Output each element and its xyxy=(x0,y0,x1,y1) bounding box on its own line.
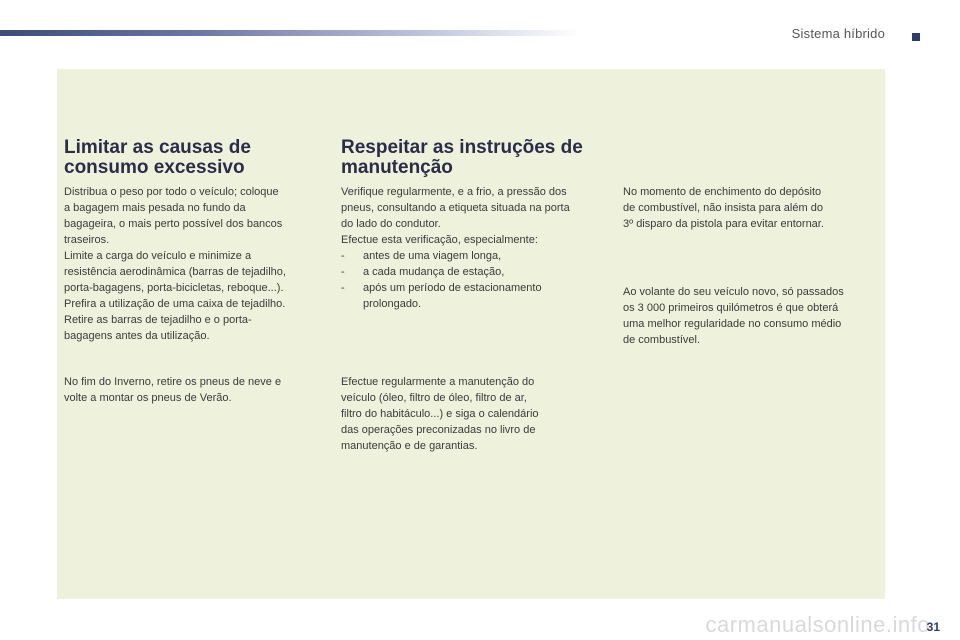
text-line: Verifique regularmente, e a frio, a pressão dos xyxy=(341,186,567,198)
heading-limit-consumption xyxy=(64,138,324,178)
text-line: pneus, consultando a etiqueta situada na porta xyxy=(341,202,570,214)
text-line: uma melhor regularidade no consumo médio xyxy=(623,318,842,330)
text-line: do lado do condutor. xyxy=(341,218,441,230)
text-line: No momento de enchimento do depósito xyxy=(623,186,822,198)
text-line: Retire as barras de tejadilho e o porta- xyxy=(64,314,252,326)
heading-line: Respeitar as instruções de xyxy=(341,137,583,158)
section-title: Sistema híbrido xyxy=(791,26,885,41)
list-item: - após um período de estacionamento prolongado. xyxy=(341,280,563,312)
text-line: bagageira, o mais perto possível dos bancos xyxy=(64,218,283,230)
list-item: - a cada mudança de estação, xyxy=(341,264,591,280)
paragraph-refuelling xyxy=(623,184,883,232)
header-gradient-bar xyxy=(0,30,580,36)
paragraph-weight-distribution xyxy=(64,184,329,344)
text-line: bagagens antes da utilização. xyxy=(64,330,210,342)
heading-line: consumo excessivo xyxy=(64,157,245,178)
page-number: 31 xyxy=(926,620,940,634)
text-line: 3º disparo da pistola para evitar entornar. xyxy=(623,218,824,230)
text-line: resistência aerodinâmica (barras de tejadilho, xyxy=(64,266,286,278)
text-line: Distribua o peso por todo o veículo; coloque xyxy=(64,186,279,198)
text-line: Prefira a utilização de uma caixa de tejadilho. xyxy=(64,298,286,310)
text-line: manutenção e de garantias. xyxy=(341,440,478,452)
text-line: No fim do Inverno, retire os pneus de neve e xyxy=(64,376,282,388)
text-line: volte a montar os pneus de Verão. xyxy=(64,392,232,404)
text-line: traseiros. xyxy=(64,234,110,246)
heading-line: manutenção xyxy=(341,157,453,178)
list-item: - antes de uma viagem longa, xyxy=(341,248,591,264)
text-line: Efectue regularmente a manutenção do xyxy=(341,376,535,388)
paragraph-winter-tyres xyxy=(64,374,329,406)
text-line: Ao volante do seu veículo novo, só passados xyxy=(623,286,844,298)
text-line: veículo (óleo, filtro de óleo, filtro de ar, xyxy=(341,392,527,404)
text-line: de combustível, não insista para além do xyxy=(623,202,823,214)
tyre-check-list xyxy=(341,248,591,312)
section-marker xyxy=(912,33,920,41)
paragraph-tyre-pressure xyxy=(341,184,611,248)
text-line: os 3 000 primeiros quilómetros é que obterá xyxy=(623,302,839,314)
watermark: carmanualsonline.info xyxy=(705,612,930,637)
text-line: Efectue esta verificação, especialmente: xyxy=(341,234,538,246)
text-line: Limite a carga do veículo e minimize a xyxy=(64,250,252,262)
heading-line: Limitar as causas de xyxy=(64,137,251,158)
text-line: porta-bagagens, porta-bicicletas, reboque...). xyxy=(64,282,284,294)
paragraph-regular-maintenance xyxy=(341,374,601,454)
text-line: filtro do habitáculo...) e siga o calendário xyxy=(341,408,539,420)
text-line: das operações preconizadas no livro de xyxy=(341,424,536,436)
heading-maintenance xyxy=(341,138,621,178)
text-line: a bagagem mais pesada no fundo da xyxy=(64,202,246,214)
text-line: de combustível. xyxy=(623,334,701,346)
paragraph-new-vehicle xyxy=(623,284,883,348)
